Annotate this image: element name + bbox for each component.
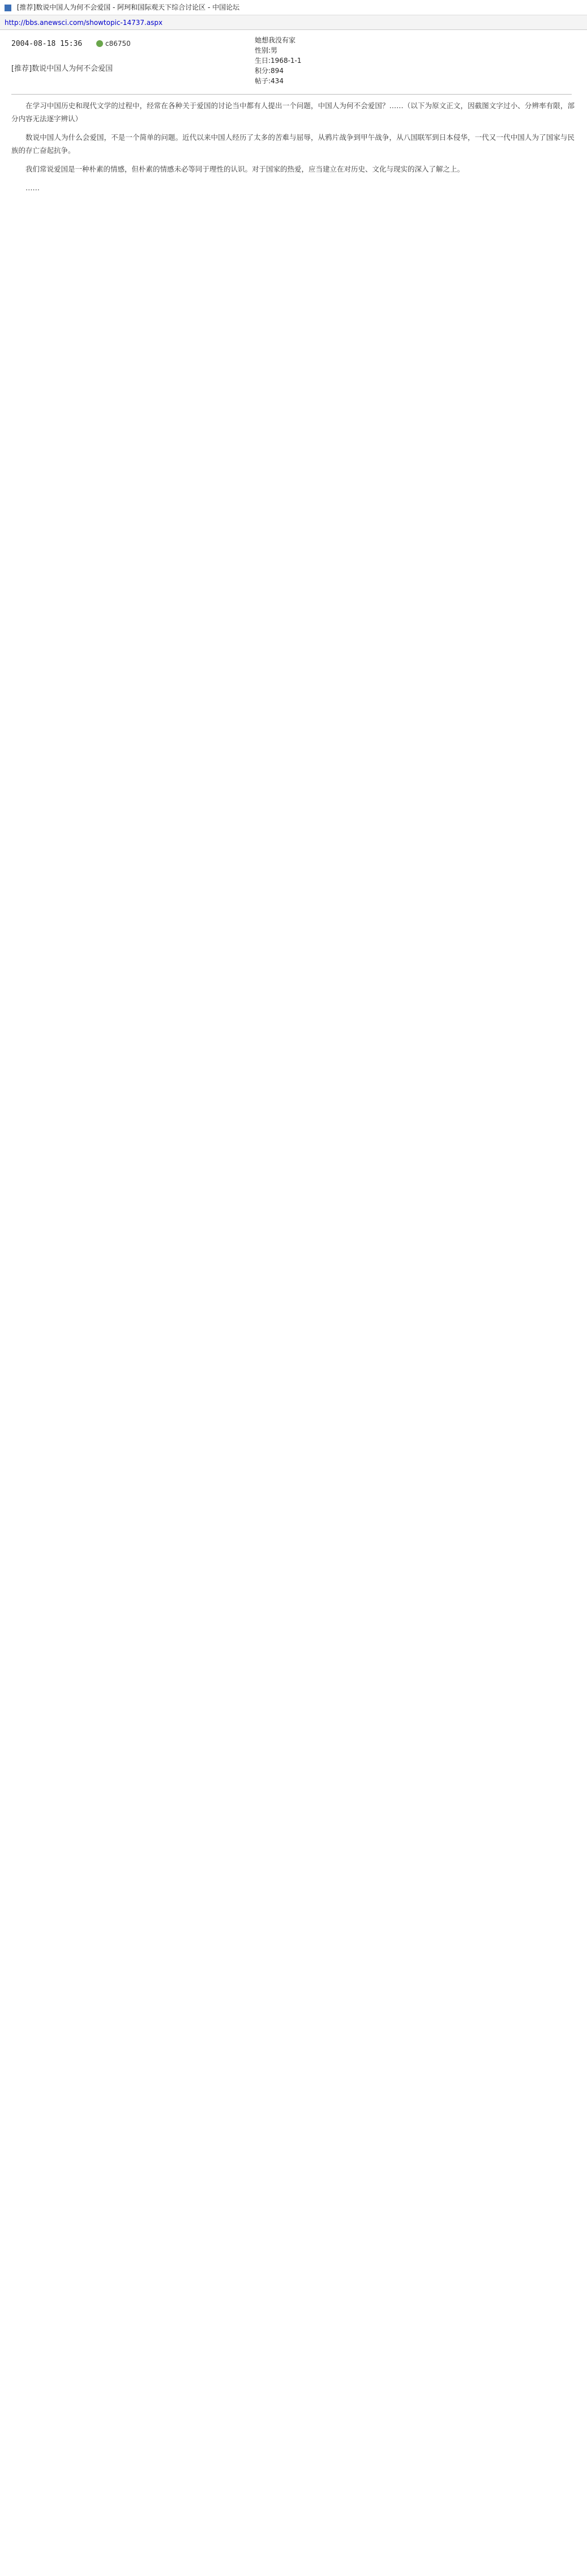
- profile-birthday: 生日:1968-1-1: [255, 57, 302, 65]
- post-date: 2004-08-18 15:36: [11, 40, 83, 48]
- paragraph: 我们常说爱国是一种朴素的情感，但朴素的情感未必等同于理性的认识。对于国家的热爱，应当建立在对历史、文化与现实的深入了解之上。: [25, 165, 465, 173]
- profile-posts: 帖子:434: [255, 77, 284, 85]
- divider: [11, 94, 572, 95]
- post-author[interactable]: [96, 40, 131, 48]
- author-profile: [255, 35, 302, 86]
- profile-points: 积分:894: [255, 67, 284, 75]
- tab-title: [推荐]数说中国人为何不会爱国 - 阿珂和国际观天下综合讨论区 - 中国论坛: [16, 3, 240, 11]
- address-url[interactable]: http://bbs.anewsci.com/showtopic-14737.aspx: [5, 19, 163, 27]
- page-favicon-icon: [5, 5, 11, 11]
- post-author-name[interactable]: c86750: [105, 40, 131, 48]
- post-header: [11, 34, 577, 93]
- post-title: [推荐]数说中国人为何不会爱国: [11, 65, 113, 73]
- paragraph: ……: [25, 183, 40, 192]
- user-status-icon: [96, 40, 103, 47]
- paragraph: 在学习中国历史和现代文学的过程中，经常在各种关于爱国的讨论当中都有人提出一个问题，中国人为何不会爱国？……（以下为原文正文，因截图文字过小、分辨率有限，部分内容无法逐字辨认）: [11, 101, 575, 123]
- profile-gender: 性别:男: [255, 46, 278, 54]
- post-body: [11, 99, 575, 200]
- profile-signature: 她想我没有家: [255, 36, 296, 44]
- address-bar[interactable]: [0, 15, 587, 30]
- browser-title-bar: [0, 0, 587, 15]
- paragraph: 数说中国人为什么会爱国，不是一个简单的问题。近代以来中国人经历了太多的苦难与屈辱，从鸦片战争到甲午战争，从八国联军到日本侵华，一代又一代中国人为了国家与民族的存亡奋起抗争。: [11, 133, 575, 155]
